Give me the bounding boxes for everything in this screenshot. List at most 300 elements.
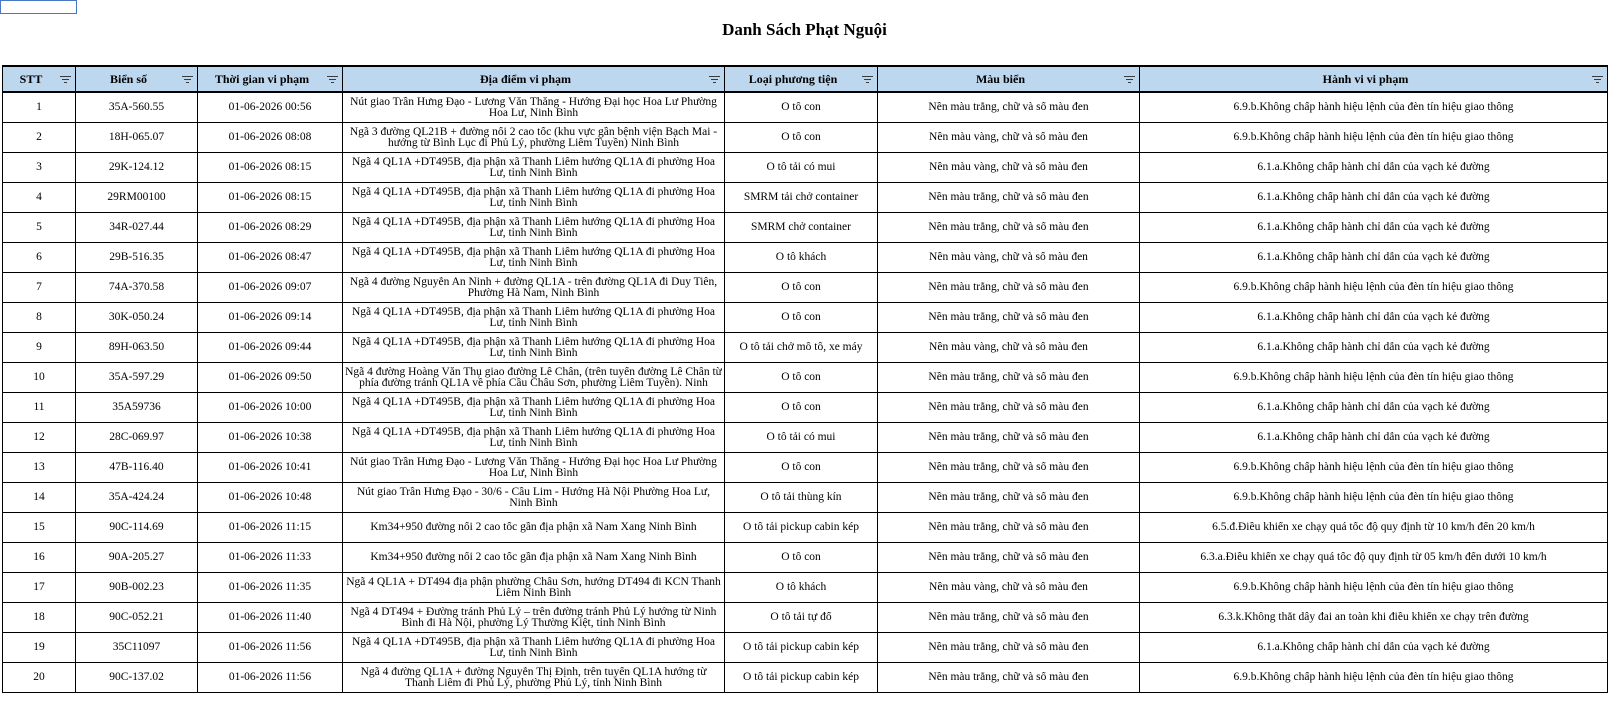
column-header-dia-diem[interactable]	[343, 66, 725, 92]
cell-bien-so[interactable]	[76, 633, 198, 663]
cell-thoi-gian[interactable]	[198, 183, 343, 213]
cell-stt[interactable]	[3, 543, 76, 573]
cell-stt[interactable]	[3, 483, 76, 513]
cell-hanh-vi[interactable]	[1140, 123, 1608, 153]
cell-text: Ô tô con	[781, 372, 821, 383]
cell-text: Nền màu trắng, chữ và số màu đen	[928, 612, 1089, 623]
cell-bien-so[interactable]	[76, 393, 198, 423]
cell-loai-phuong-tien[interactable]	[725, 363, 878, 393]
cell-thoi-gian[interactable]	[198, 423, 343, 453]
column-header-label: Màu biển	[975, 71, 1025, 86]
cell-stt[interactable]	[3, 513, 76, 543]
cell-text: 90B-002.23	[109, 582, 164, 593]
cell-text: 15	[33, 522, 45, 533]
cell-thoi-gian[interactable]	[198, 573, 343, 603]
cell-dia-diem[interactable]	[343, 123, 725, 153]
column-header-label: Địa điểm vi phạm	[479, 71, 571, 86]
cell-text: 12	[33, 432, 45, 443]
cell-bien-so[interactable]	[76, 243, 198, 273]
cell-text: 6.1.a.Không chấp hành chỉ dẫn của vạch kẻ đường	[1257, 342, 1490, 353]
cell-text: 35C11097	[112, 642, 161, 653]
cell-bien-so[interactable]	[76, 543, 198, 573]
cell-text: 6.3.k.Không thắt dây đai an toàn khi điều khiển xe chạy trên đường	[1218, 612, 1529, 623]
cell-text: 01-06-2026 08:15	[228, 162, 312, 173]
cell-text: 6.9.b.Không chấp hành hiệu lệnh của đèn tín hiệu giao thông	[1233, 132, 1514, 143]
cell-stt[interactable]	[3, 333, 76, 363]
cell-text: 6.9.b.Không chấp hành hiệu lệnh của đèn tín hiệu giao thông	[1233, 282, 1514, 293]
cell-hanh-vi[interactable]	[1140, 543, 1608, 573]
cell-text: Ô tô con	[781, 282, 821, 293]
cell-text: 9	[36, 342, 42, 353]
cell-text: 01-06-2026 10:38	[228, 432, 312, 443]
table-row	[3, 153, 1608, 183]
cell-text: 7	[36, 282, 42, 293]
cell-hanh-vi[interactable]	[1140, 573, 1608, 603]
cell-dia-diem[interactable]	[343, 393, 725, 423]
cell-hanh-vi[interactable]	[1140, 303, 1608, 333]
cell-hanh-vi[interactable]	[1140, 633, 1608, 663]
cell-thoi-gian[interactable]	[198, 123, 343, 153]
cell-text: 29K-124.12	[108, 162, 165, 173]
table-row	[3, 243, 1608, 273]
cell-text: 6.9.b.Không chấp hành hiệu lệnh của đèn tín hiệu giao thông	[1233, 102, 1514, 113]
cell-dia-diem[interactable]	[343, 363, 725, 393]
cell-text: 11	[33, 402, 45, 413]
cell-hanh-vi[interactable]	[1140, 92, 1608, 123]
cell-thoi-gian[interactable]	[198, 483, 343, 513]
cell-stt[interactable]	[3, 363, 76, 393]
cell-loai-phuong-tien[interactable]	[725, 453, 878, 483]
filter-icon[interactable]	[1591, 74, 1604, 84]
cell-dia-diem[interactable]	[343, 303, 725, 333]
cell-text: Km34+950 đường nối 2 cao tốc gần địa phận xã Nam Xang Ninh Bình	[370, 522, 697, 533]
cell-mau-bien[interactable]	[878, 273, 1140, 303]
cell-loai-phuong-tien[interactable]	[725, 213, 878, 243]
cell-text: Ô tô tải pickup cabin kép	[743, 672, 859, 683]
cell-text: Ô tô con	[781, 312, 821, 323]
header-row	[3, 66, 1608, 92]
cell-text: 16	[33, 552, 45, 563]
cell-loai-phuong-tien[interactable]	[725, 303, 878, 333]
cell-mau-bien[interactable]	[878, 183, 1140, 213]
cell-text: Ngã 4 QL1A +DT495B, địa phận xã Thanh Liêm hướng QL1A đi phường Hoa Lư, tỉnh Ninh Bình	[351, 156, 716, 179]
cell-text: 01-06-2026 10:41	[228, 462, 312, 473]
cell-text: 6.5.đ.Điều khiển xe chạy quá tốc độ quy định từ 10 km/h đến 20 km/h	[1212, 522, 1535, 533]
cell-thoi-gian[interactable]	[198, 243, 343, 273]
cell-dia-diem[interactable]	[343, 483, 725, 513]
cell-stt[interactable]	[3, 183, 76, 213]
cell-text: Ô tô con	[781, 402, 821, 413]
table-row	[3, 483, 1608, 513]
cell-thoi-gian[interactable]	[198, 633, 343, 663]
cell-mau-bien[interactable]	[878, 92, 1140, 123]
cell-text: Nền màu trắng, chữ và số màu đen	[928, 462, 1089, 473]
cell-text: Nền màu trắng, chữ và số màu đen	[928, 672, 1089, 683]
cell-hanh-vi[interactable]	[1140, 603, 1608, 633]
cell-thoi-gian[interactable]	[198, 513, 343, 543]
cell-text: 20	[33, 672, 45, 683]
cell-text: Ngã 4 đường Hoàng Văn Thụ giao đường Lê Chân, (trên tuyến đường Lê Chân từ phía đường tránh QL1A về phía Cầu Châu Sơn, phường Liêm Tuyền). Ninh	[345, 366, 722, 389]
cell-bien-so[interactable]	[76, 603, 198, 633]
cell-bien-so[interactable]	[76, 513, 198, 543]
cell-text: Ngã 4 QL1A +DT495B, địa phận xã Thanh Liêm hướng QL1A đi phường Hoa Lư, tỉnh Ninh Bình	[351, 396, 716, 419]
cell-loai-phuong-tien[interactable]	[725, 183, 878, 213]
cell-text: 13	[33, 462, 45, 473]
cell-text: Ô tô tải pickup cabin kép	[743, 522, 859, 533]
cell-dia-diem[interactable]	[343, 543, 725, 573]
cell-mau-bien[interactable]	[878, 663, 1140, 693]
cell-dia-diem[interactable]	[343, 453, 725, 483]
cell-text: 35A-424.24	[108, 492, 165, 503]
cell-bien-so[interactable]	[76, 423, 198, 453]
cell-text: Ô tô tải có mui	[766, 432, 836, 443]
cell-text: Ô tô tải tự đổ	[770, 612, 832, 623]
cell-dia-diem[interactable]	[343, 663, 725, 693]
table-row	[3, 92, 1608, 123]
column-header-mau-bien[interactable]	[878, 66, 1140, 92]
table-row	[3, 573, 1608, 603]
cell-loai-phuong-tien[interactable]	[725, 123, 878, 153]
cell-stt[interactable]	[3, 603, 76, 633]
cell-thoi-gian[interactable]	[198, 393, 343, 423]
cell-text: Nền màu vàng, chữ và số màu đen	[929, 132, 1088, 143]
cell-text: Nút giao Trần Hưng Đạo - 30/6 - Cầu Lim - Hướng Hà Nội Phường Hoa Lư, Ninh Bình	[357, 486, 710, 509]
cell-text: Nền màu vàng, chữ và số màu đen	[929, 162, 1088, 173]
table-body	[3, 92, 1608, 693]
cell-mau-bien[interactable]	[878, 603, 1140, 633]
cell-stt[interactable]	[3, 123, 76, 153]
cell-text: 6.9.b.Không chấp hành hiệu lệnh của đèn tín hiệu giao thông	[1233, 372, 1514, 383]
cell-text: 01-06-2026 08:15	[228, 192, 312, 203]
cell-text: 01-06-2026 11:40	[228, 612, 312, 623]
cell-text: 01-06-2026 09:44	[228, 342, 312, 353]
cell-text: 01-06-2026 09:07	[228, 282, 312, 293]
cell-bien-so[interactable]	[76, 363, 198, 393]
selected-cell[interactable]	[0, 0, 77, 14]
cell-bien-so[interactable]	[76, 483, 198, 513]
column-header-thoi-gian[interactable]	[198, 66, 343, 92]
cell-stt[interactable]	[3, 453, 76, 483]
cell-mau-bien[interactable]	[878, 483, 1140, 513]
cell-loai-phuong-tien[interactable]	[725, 393, 878, 423]
table-row	[3, 543, 1608, 573]
cell-text: 90C-137.02	[109, 672, 164, 683]
cell-loai-phuong-tien[interactable]	[725, 273, 878, 303]
cell-text: 6.1.a.Không chấp hành chỉ dẫn của vạch kẻ đường	[1257, 162, 1490, 173]
cell-mau-bien[interactable]	[878, 393, 1140, 423]
cell-mau-bien[interactable]	[878, 453, 1140, 483]
cell-text: 6.9.b.Không chấp hành hiệu lệnh của đèn tín hiệu giao thông	[1233, 582, 1514, 593]
cell-mau-bien[interactable]	[878, 123, 1140, 153]
cell-text: SMRM tải chở container	[743, 192, 859, 203]
cell-text: 01-06-2026 09:14	[228, 312, 312, 323]
cell-loai-phuong-tien[interactable]	[725, 483, 878, 513]
violations-table	[2, 65, 1608, 693]
cell-text: Ngã 4 QL1A +DT495B, địa phận xã Thanh Liêm hướng QL1A đi phường Hoa Lư, tỉnh Ninh Bình	[351, 306, 716, 329]
cell-text: Nền màu trắng, chữ và số màu đen	[928, 402, 1089, 413]
cell-dia-diem[interactable]	[343, 333, 725, 363]
cell-hanh-vi[interactable]	[1140, 153, 1608, 183]
filter-icon[interactable]	[181, 74, 194, 84]
cell-dia-diem[interactable]	[343, 513, 725, 543]
cell-hanh-vi[interactable]	[1140, 483, 1608, 513]
cell-text: Nền màu trắng, chữ và số màu đen	[928, 492, 1089, 503]
cell-dia-diem[interactable]	[343, 153, 725, 183]
cell-loai-phuong-tien[interactable]	[725, 573, 878, 603]
cell-text: Ô tô khách	[775, 252, 827, 263]
cell-text: Nền màu trắng, chữ và số màu đen	[928, 282, 1089, 293]
cell-dia-diem[interactable]	[343, 573, 725, 603]
cell-text: 18H-065.07	[108, 132, 165, 143]
cell-dia-diem[interactable]	[343, 603, 725, 633]
cell-hanh-vi[interactable]	[1140, 423, 1608, 453]
cell-thoi-gian[interactable]	[198, 303, 343, 333]
cell-text: 90C-114.69	[109, 522, 164, 533]
cell-text: Nền màu vàng, chữ và số màu đen	[929, 252, 1088, 263]
cell-thoi-gian[interactable]	[198, 153, 343, 183]
cell-text: 01-06-2026 00:56	[228, 102, 312, 113]
cell-text: 01-06-2026 08:29	[228, 222, 312, 233]
cell-text: Ngã 4 đường QL1A + đường Nguyễn Thị Định, trên tuyến QL1A hướng từ Thanh Liêm đi Phủ Lý, phường Phủ Lý, tỉnh Ninh Bình	[360, 666, 707, 689]
cell-hanh-vi[interactable]	[1140, 333, 1608, 363]
cell-bien-so[interactable]	[76, 453, 198, 483]
cell-stt[interactable]	[3, 92, 76, 123]
cell-text: Ngã 4 QL1A +DT495B, địa phận xã Thanh Liêm hướng QL1A đi phường Hoa Lư, tỉnh Ninh Bình	[351, 426, 716, 449]
cell-text: 90C-052.21	[109, 612, 164, 623]
cell-text: 28C-069.97	[109, 432, 164, 443]
table-row	[3, 603, 1608, 633]
cell-bien-so[interactable]	[76, 663, 198, 693]
cell-bien-so[interactable]	[76, 153, 198, 183]
cell-dia-diem[interactable]	[343, 92, 725, 123]
cell-text: 01-06-2026 08:08	[228, 132, 312, 143]
column-header-bien-so[interactable]	[76, 66, 198, 92]
cell-text: 2	[36, 132, 42, 143]
cell-text: Ngã 4 QL1A +DT495B, địa phận xã Thanh Liêm hướng QL1A đi phường Hoa Lư, tỉnh Ninh Bình	[351, 636, 716, 659]
table-row	[3, 633, 1608, 663]
cell-text: 5	[36, 222, 42, 233]
cell-mau-bien[interactable]	[878, 633, 1140, 663]
cell-text: Ô tô con	[781, 462, 821, 473]
cell-text: 35A-560.55	[108, 102, 165, 113]
cell-text: 8	[36, 312, 42, 323]
cell-dia-diem[interactable]	[343, 213, 725, 243]
cell-text: 90A-205.27	[108, 552, 165, 563]
cell-text: Nền màu trắng, chữ và số màu đen	[928, 642, 1089, 653]
cell-bien-so[interactable]	[76, 92, 198, 123]
cell-text: Ngã 4 QL1A +DT495B, địa phận xã Thanh Liêm hướng QL1A đi phường Hoa Lư, tỉnh Ninh Bình	[351, 186, 716, 209]
cell-hanh-vi[interactable]	[1140, 243, 1608, 273]
cell-mau-bien[interactable]	[878, 543, 1140, 573]
cell-stt[interactable]	[3, 423, 76, 453]
cell-hanh-vi[interactable]	[1140, 393, 1608, 423]
cell-hanh-vi[interactable]	[1140, 513, 1608, 543]
cell-text: 6.1.a.Không chấp hành chỉ dẫn của vạch kẻ đường	[1257, 192, 1490, 203]
cell-hanh-vi[interactable]	[1140, 663, 1608, 693]
cell-thoi-gian[interactable]	[198, 333, 343, 363]
cell-text: Ô tô tải chở mô tô, xe máy	[739, 342, 863, 353]
cell-loai-phuong-tien[interactable]	[725, 543, 878, 573]
cell-thoi-gian[interactable]	[198, 273, 343, 303]
cell-thoi-gian[interactable]	[198, 92, 343, 123]
cell-mau-bien[interactable]	[878, 363, 1140, 393]
cell-text: 29RM00100	[107, 192, 166, 203]
cell-loai-phuong-tien[interactable]	[725, 243, 878, 273]
cell-dia-diem[interactable]	[343, 633, 725, 663]
cell-mau-bien[interactable]	[878, 513, 1140, 543]
cell-dia-diem[interactable]	[343, 183, 725, 213]
column-header-label: STT	[19, 71, 43, 86]
cell-text: 4	[36, 192, 42, 203]
cell-stt[interactable]	[3, 273, 76, 303]
table-row	[3, 453, 1608, 483]
cell-stt[interactable]	[3, 663, 76, 693]
cell-hanh-vi[interactable]	[1140, 363, 1608, 393]
cell-text: 6.9.b.Không chấp hành hiệu lệnh của đèn tín hiệu giao thông	[1233, 492, 1514, 503]
cell-text: Ô tô khách	[775, 582, 827, 593]
cell-text: 18	[33, 612, 45, 623]
cell-bien-so[interactable]	[76, 273, 198, 303]
cell-stt[interactable]	[3, 243, 76, 273]
column-header-loai-phuong-tien[interactable]	[725, 66, 878, 92]
table-row	[3, 363, 1608, 393]
cell-thoi-gian[interactable]	[198, 543, 343, 573]
cell-bien-so[interactable]	[76, 303, 198, 333]
cell-thoi-gian[interactable]	[198, 213, 343, 243]
cell-loai-phuong-tien[interactable]	[725, 92, 878, 123]
cell-mau-bien[interactable]	[878, 243, 1140, 273]
cell-dia-diem[interactable]	[343, 423, 725, 453]
cell-loai-phuong-tien[interactable]	[725, 603, 878, 633]
cell-text: Nền màu vàng, chữ và số màu đen	[929, 582, 1088, 593]
cell-text: Nền màu trắng, chữ và số màu đen	[928, 222, 1089, 233]
cell-hanh-vi[interactable]	[1140, 183, 1608, 213]
cell-mau-bien[interactable]	[878, 303, 1140, 333]
cell-text: 6.3.a.Điều khiển xe chạy quá tốc độ quy định từ 05 km/h đến dưới 10 km/h	[1200, 552, 1547, 563]
cell-text: 6.1.a.Không chấp hành chỉ dẫn của vạch kẻ đường	[1257, 432, 1490, 443]
table-row	[3, 183, 1608, 213]
cell-text: 6.1.a.Không chấp hành chỉ dẫn của vạch kẻ đường	[1257, 312, 1490, 323]
cell-stt[interactable]	[3, 633, 76, 663]
cell-bien-so[interactable]	[76, 573, 198, 603]
cell-loai-phuong-tien[interactable]	[725, 663, 878, 693]
cell-loai-phuong-tien[interactable]	[725, 333, 878, 363]
cell-text: 10	[33, 372, 45, 383]
table-row	[3, 423, 1608, 453]
cell-text: 35A-597.29	[108, 372, 165, 383]
cell-bien-so[interactable]	[76, 183, 198, 213]
cell-mau-bien[interactable]	[878, 213, 1140, 243]
cell-text: 01-06-2026 11:15	[228, 522, 312, 533]
cell-stt[interactable]	[3, 573, 76, 603]
cell-text: 14	[33, 492, 45, 503]
cell-text: 01-06-2026 10:00	[228, 402, 312, 413]
table-row	[3, 663, 1608, 693]
cell-thoi-gian[interactable]	[198, 363, 343, 393]
filter-icon[interactable]	[326, 74, 339, 84]
cell-loai-phuong-tien[interactable]	[725, 423, 878, 453]
cell-text: 35A59736	[112, 402, 161, 413]
column-header-label: Thời gian vi phạm	[214, 71, 310, 86]
cell-text: Ô tô tải có mui	[766, 162, 836, 173]
cell-mau-bien[interactable]	[878, 573, 1140, 603]
cell-text: Nền màu trắng, chữ và số màu đen	[928, 192, 1089, 203]
cell-text: Nền màu trắng, chữ và số màu đen	[928, 522, 1089, 533]
cell-stt[interactable]	[3, 153, 76, 183]
cell-thoi-gian[interactable]	[198, 603, 343, 633]
cell-text: 6.9.b.Không chấp hành hiệu lệnh của đèn tín hiệu giao thông	[1233, 672, 1514, 683]
cell-text: Nền màu trắng, chữ và số màu đen	[928, 432, 1089, 443]
cell-text: Nền màu trắng, chữ và số màu đen	[928, 552, 1089, 563]
cell-text: Ngã 4 QL1A + DT494 địa phận phường Châu Sơn, hướng DT494 đi KCN Thanh Liêm Ninh Bình	[346, 576, 721, 599]
table-row	[3, 273, 1608, 303]
cell-text: 17	[33, 582, 45, 593]
cell-text: Nút giao Trần Hưng Đạo - Lương Văn Thăng - Hướng Đại học Hoa Lư Phường Hoa Lư, Ninh Bình	[350, 96, 717, 119]
cell-text: Ô tô con	[781, 132, 821, 143]
cell-mau-bien[interactable]	[878, 153, 1140, 183]
table-row	[3, 333, 1608, 363]
cell-hanh-vi[interactable]	[1140, 453, 1608, 483]
filter-icon[interactable]	[59, 74, 72, 84]
cell-loai-phuong-tien[interactable]	[725, 153, 878, 183]
table-row	[3, 303, 1608, 333]
cell-loai-phuong-tien[interactable]	[725, 513, 878, 543]
cell-bien-so[interactable]	[76, 213, 198, 243]
cell-stt[interactable]	[3, 213, 76, 243]
column-header-hanh-vi[interactable]	[1140, 66, 1608, 92]
cell-text: 6.9.b.Không chấp hành hiệu lệnh của đèn tín hiệu giao thông	[1233, 462, 1514, 473]
cell-text: Nền màu trắng, chữ và số màu đen	[928, 102, 1089, 113]
cell-dia-diem[interactable]	[343, 273, 725, 303]
cell-text: 01-06-2026 10:48	[228, 492, 312, 503]
cell-text: Ngã 4 QL1A +DT495B, địa phận xã Thanh Liêm hướng QL1A đi phường Hoa Lư, tỉnh Ninh Bình	[351, 336, 716, 359]
cell-text: 30K-050.24	[108, 312, 165, 323]
cell-mau-bien[interactable]	[878, 423, 1140, 453]
cell-hanh-vi[interactable]	[1140, 213, 1608, 243]
table-row	[3, 513, 1608, 543]
cell-text: Ô tô con	[781, 102, 821, 113]
cell-text: Ngã 4 đường Nguyễn An Ninh + đường QL1A - trên đường QL1A đi Duy Tiên, Phường Hà Nam, Ninh Bình	[349, 276, 718, 299]
filter-icon[interactable]	[861, 74, 874, 84]
column-header-stt[interactable]	[3, 66, 76, 92]
cell-text: Ô tô tải thùng kín	[760, 492, 842, 503]
cell-text: 6.1.a.Không chấp hành chỉ dẫn của vạch kẻ đường	[1257, 402, 1490, 413]
cell-text: 47B-116.40	[109, 462, 164, 473]
column-header-label: Loại phương tiện	[748, 71, 838, 86]
cell-stt[interactable]	[3, 303, 76, 333]
cell-thoi-gian[interactable]	[198, 663, 343, 693]
cell-text: Ngã 4 QL1A +DT495B, địa phận xã Thanh Liêm hướng QL1A đi phường Hoa Lư, tỉnh Ninh Bình	[351, 216, 716, 239]
cell-mau-bien[interactable]	[878, 333, 1140, 363]
cell-loai-phuong-tien[interactable]	[725, 633, 878, 663]
cell-text: 89H-063.50	[108, 342, 165, 353]
filter-icon[interactable]	[708, 74, 721, 84]
cell-text: Km34+950 đường nối 2 cao tốc gần địa phận xã Nam Xang Ninh Bình	[370, 552, 697, 563]
table-row	[3, 213, 1608, 243]
cell-text: Ngã 3 đường QL21B + đường nối 2 cao tốc (khu vực gần bệnh viện Bạch Mai - hướng từ Bình Lục đi Phủ Lý, phường Liêm Tuyền) Ninh Bình	[349, 126, 718, 149]
filter-icon[interactable]	[1123, 74, 1136, 84]
cell-text: 29B-516.35	[109, 252, 164, 263]
cell-hanh-vi[interactable]	[1140, 273, 1608, 303]
cell-text: 01-06-2026 11:56	[228, 672, 312, 683]
cell-stt[interactable]	[3, 393, 76, 423]
cell-text: Nền màu trắng, chữ và số màu đen	[928, 372, 1089, 383]
cell-text: 01-06-2026 11:33	[228, 552, 312, 563]
cell-bien-so[interactable]	[76, 333, 198, 363]
cell-bien-so[interactable]	[76, 123, 198, 153]
cell-dia-diem[interactable]	[343, 243, 725, 273]
cell-thoi-gian[interactable]	[198, 453, 343, 483]
